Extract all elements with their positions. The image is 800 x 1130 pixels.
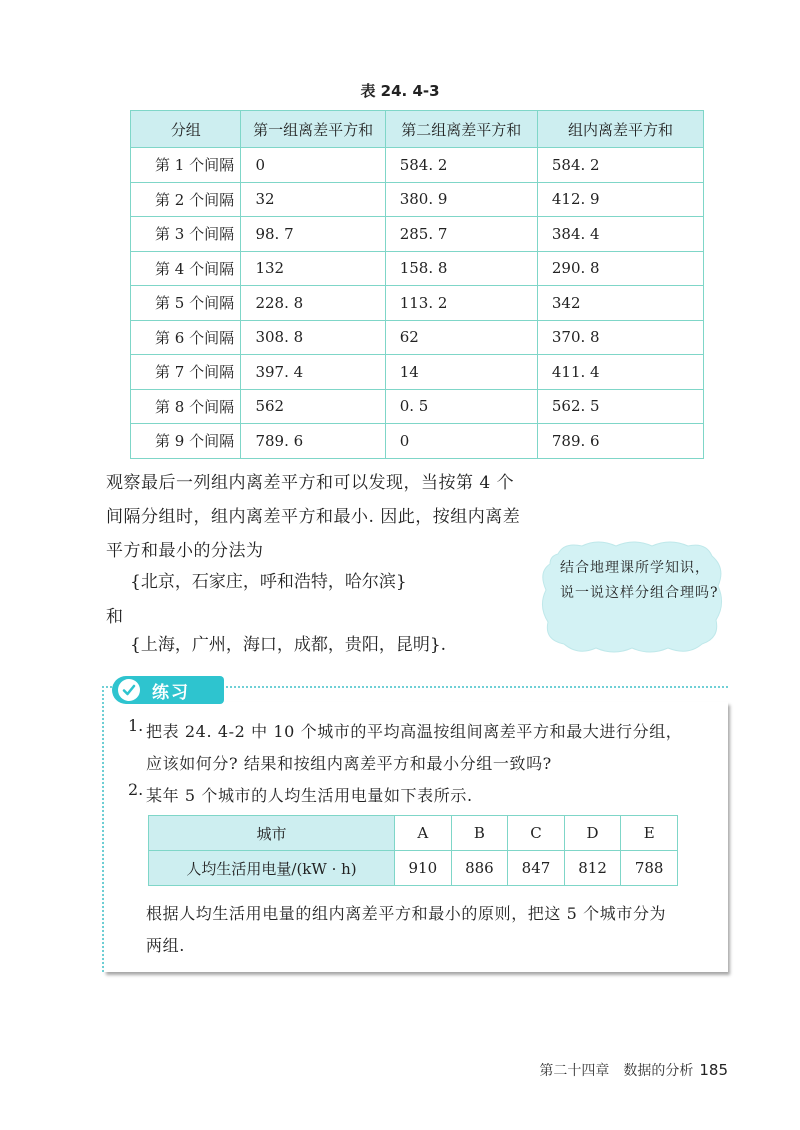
table-cell: 411. 4 [537, 355, 703, 390]
exercise-tab-label: 练习 [152, 682, 190, 703]
city-cell: A [395, 816, 452, 851]
table-cell: 132 [241, 251, 385, 286]
table-cell: 第 6 个间隔 [131, 320, 241, 355]
table-cell: 562 [241, 389, 385, 424]
table-cell: 562. 5 [537, 389, 703, 424]
table-cell: 789. 6 [537, 424, 703, 459]
table-cell: 第 4 个间隔 [131, 251, 241, 286]
city-cell: E [621, 816, 678, 851]
table-row [131, 217, 704, 252]
table-cell: 0. 5 [385, 389, 537, 424]
table-row [131, 355, 704, 390]
row-label: 人均生活用电量/(kW · h) [149, 851, 395, 886]
table-cell: 0 [241, 148, 385, 183]
value-cell: 886 [451, 851, 508, 886]
table-cell: 第 5 个间隔 [131, 286, 241, 321]
table-cell: 第 3 个间隔 [131, 217, 241, 252]
table-row [149, 851, 678, 886]
table-cell: 397. 4 [241, 355, 385, 390]
table-cell: 62 [385, 320, 537, 355]
thought-cloud-callout [538, 540, 726, 656]
table-cell: 第 1 个间隔 [131, 148, 241, 183]
body-paragraph: 观察最后一列组内离差平方和可以发现，当按第 4 个间隔分组时，组内离差平方和最小. 因此，按组内离差平方和最小的分法为 [106, 473, 521, 561]
table-cell: 14 [385, 355, 537, 390]
table-row [131, 320, 704, 355]
electricity-table [148, 815, 678, 886]
table-cell: 285. 7 [385, 217, 537, 252]
page-footer [539, 1060, 728, 1080]
table-cell: 308. 8 [241, 320, 385, 355]
header-cell: 组内离差平方和 [537, 111, 703, 148]
exercise-text-line: 两组. [146, 936, 185, 955]
table-row [131, 424, 704, 459]
table-cell: 384. 4 [537, 217, 703, 252]
table-row [149, 816, 678, 851]
table-cell: 98. 7 [241, 217, 385, 252]
value-cell: 910 [395, 851, 452, 886]
table-cell: 第 2 个间隔 [131, 182, 241, 217]
table-row [131, 182, 704, 217]
table-cell: 第 8 个间隔 [131, 389, 241, 424]
header-cell: 第二组离差平方和 [385, 111, 537, 148]
exercise-text-line: 应该如何分? 结果和按组内离差平方和最小分组一致吗? [146, 754, 552, 773]
city-cell: C [508, 816, 565, 851]
header-cell: 第一组离差平方和 [241, 111, 385, 148]
table-row [131, 148, 704, 183]
exercise-text-line: 某年 5 个城市的人均生活用电量如下表所示. [146, 786, 473, 805]
deviation-table [130, 110, 704, 459]
page-number: 185 [699, 1061, 728, 1079]
table-cell: 584. 2 [385, 148, 537, 183]
table-cell: 0 [385, 424, 537, 459]
exercise-text-line: 把表 24. 4-2 中 10 个城市的平均高温按组间离差平方和最大进行分组， [146, 722, 683, 741]
group-set-1: {北京，石家庄，呼和浩特，哈尔滨} [130, 572, 407, 592]
value-cell: 788 [621, 851, 678, 886]
table-cell: 370. 8 [537, 320, 703, 355]
table-caption: 表 24. 4-3 [360, 82, 440, 100]
exercise-tab [112, 676, 224, 704]
table-row [131, 251, 704, 286]
table-cell: 113. 2 [385, 286, 537, 321]
table-row [131, 286, 704, 321]
chapter-title: 第二十四章 数据的分析 [539, 1063, 694, 1079]
table-cell: 第 9 个间隔 [131, 424, 241, 459]
exercise-text-line: 根据人均生活用电量的组内离差平方和最小的原则，把这 5 个城市分为 [146, 904, 667, 923]
conjunction-text: 和 [106, 607, 123, 627]
table-cell: 412. 9 [537, 182, 703, 217]
table-cell: 380. 9 [385, 182, 537, 217]
table-header-row [131, 111, 704, 148]
exercise-number: 2. [128, 780, 144, 799]
table-cell: 228. 8 [241, 286, 385, 321]
exercise-number: 1. [128, 716, 144, 735]
header-cell: 分组 [131, 111, 241, 148]
row-label: 城市 [149, 816, 395, 851]
table-cell: 342 [537, 286, 703, 321]
table-row [131, 389, 704, 424]
table-cell: 158. 8 [385, 251, 537, 286]
check-circle-icon [118, 679, 140, 701]
table-cell: 584. 2 [537, 148, 703, 183]
value-cell: 812 [564, 851, 621, 886]
table-cell: 789. 6 [241, 424, 385, 459]
table-cell: 290. 8 [537, 251, 703, 286]
group-set-2: {上海，广州，海口，成都，贵阳，昆明}. [130, 635, 447, 655]
table-cell: 32 [241, 182, 385, 217]
callout-text: 结合地理课所学知识，说一说这样分组合理吗? [560, 560, 719, 601]
city-cell: B [451, 816, 508, 851]
table-cell: 第 7 个间隔 [131, 355, 241, 390]
city-cell: D [564, 816, 621, 851]
value-cell: 847 [508, 851, 565, 886]
